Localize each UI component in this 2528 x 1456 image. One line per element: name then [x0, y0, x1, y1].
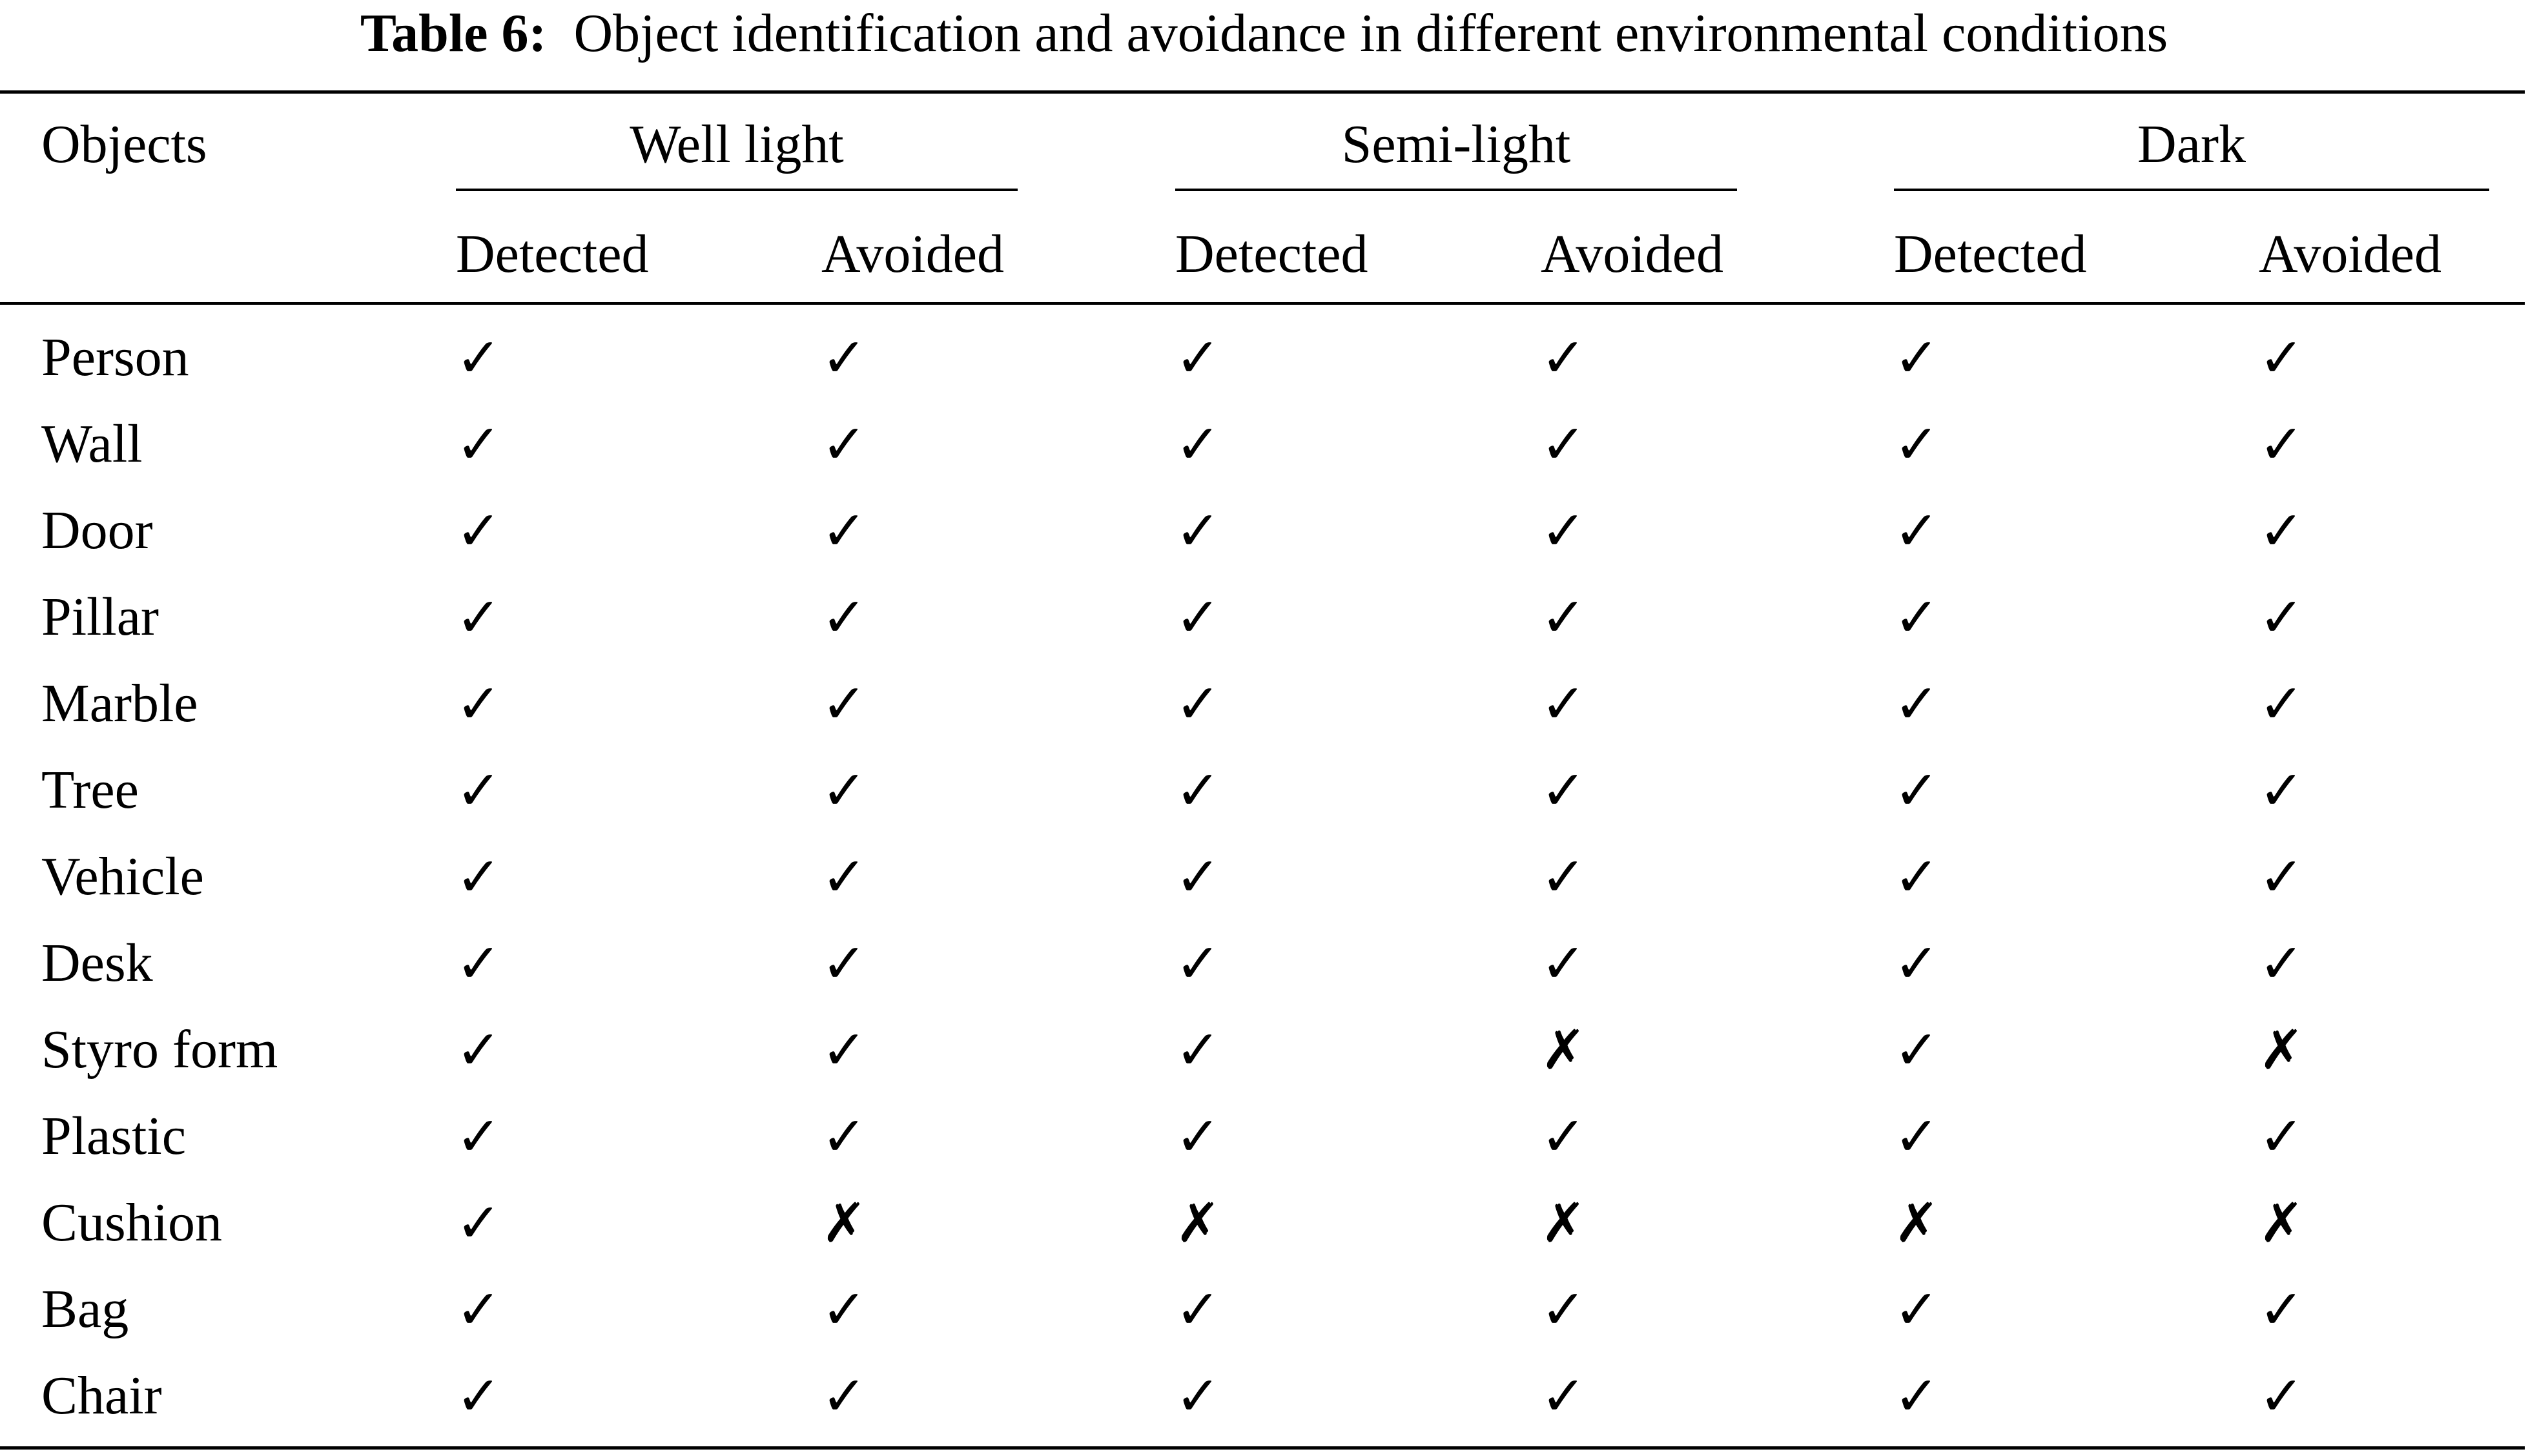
check-mark-icon-dark-avoided: ✓	[2259, 1278, 2305, 1341]
check-mark-icon-dark-detected: ✓	[1894, 845, 1940, 908]
row-object-label: Bag	[41, 1279, 129, 1339]
check-mark-icon-dark-avoided: ✓	[2259, 586, 2305, 649]
check-mark-icon-semi-light-avoided: ✓	[1541, 499, 1587, 562]
check-mark-icon-well-light-avoided: ✓	[821, 1018, 867, 1082]
check-mark-icon-well-light-detected: ✓	[456, 932, 502, 995]
check-mark-icon-well-light-avoided: ✓	[821, 586, 867, 649]
check-mark-icon-dark-avoided: ✓	[2259, 1364, 2305, 1428]
check-mark-icon-semi-light-detected: ✓	[1175, 845, 1221, 908]
check-mark-icon-semi-light-detected: ✓	[1175, 1364, 1221, 1428]
header-avoided-semi-light: Avoided	[1541, 224, 1724, 284]
header-group-rule-well-light	[456, 189, 1018, 191]
check-mark-icon-semi-light-avoided: ✓	[1541, 1105, 1587, 1168]
check-mark-icon-semi-light-avoided: ✓	[1541, 586, 1587, 649]
check-mark-icon-dark-detected: ✓	[1894, 759, 1940, 822]
cross-mark-icon-dark-detected: ✗	[1894, 1191, 1940, 1255]
check-mark-icon-well-light-avoided: ✓	[821, 759, 867, 822]
check-mark-icon-well-light-avoided: ✓	[821, 1364, 867, 1428]
check-mark-icon-dark-avoided: ✓	[2259, 759, 2305, 822]
cross-mark-icon-semi-light-avoided: ✗	[1541, 1018, 1587, 1082]
check-mark-icon-dark-detected: ✓	[1894, 1018, 1940, 1082]
check-mark-icon-semi-light-detected: ✓	[1175, 1105, 1221, 1168]
check-mark-icon-well-light-avoided: ✓	[821, 845, 867, 908]
row-object-label: Styro form	[41, 1020, 278, 1080]
check-mark-icon-dark-avoided: ✓	[2259, 672, 2305, 735]
check-mark-icon-semi-light-detected: ✓	[1175, 499, 1221, 562]
header-avoided-well-light: Avoided	[821, 224, 1005, 284]
check-mark-icon-dark-avoided: ✓	[2259, 413, 2305, 476]
check-mark-icon-dark-detected: ✓	[1894, 586, 1940, 649]
row-object-label: Desk	[41, 933, 153, 993]
header-detected-dark: Detected	[1894, 224, 2087, 284]
check-mark-icon-dark-detected: ✓	[1894, 1105, 1940, 1168]
cross-mark-icon-dark-avoided: ✗	[2259, 1018, 2305, 1082]
row-object-label: Tree	[41, 760, 139, 820]
cross-mark-icon-semi-light-detected: ✗	[1175, 1191, 1221, 1255]
row-object-label: Cushion	[41, 1193, 223, 1253]
row-object-label: Pillar	[41, 587, 159, 647]
check-mark-icon-well-light-detected: ✓	[456, 1018, 502, 1082]
check-mark-icon-well-light-detected: ✓	[456, 586, 502, 649]
header-group-semi-light: Semi-light	[1341, 114, 1571, 174]
check-mark-icon-semi-light-avoided: ✓	[1541, 845, 1587, 908]
check-mark-icon-semi-light-detected: ✓	[1175, 413, 1221, 476]
table-bottom-rule	[0, 1446, 2525, 1450]
check-mark-icon-dark-avoided: ✓	[2259, 845, 2305, 908]
check-mark-icon-well-light-avoided: ✓	[821, 1105, 867, 1168]
row-object-label: Plastic	[41, 1106, 186, 1166]
check-mark-icon-semi-light-avoided: ✓	[1541, 1278, 1587, 1341]
table-caption-text: Object identification and avoidance in different environmental conditions	[573, 3, 2168, 63]
check-mark-icon-semi-light-avoided: ✓	[1541, 1364, 1587, 1428]
check-mark-icon-semi-light-detected: ✓	[1175, 586, 1221, 649]
check-mark-icon-semi-light-avoided: ✓	[1541, 759, 1587, 822]
check-mark-icon-dark-detected: ✓	[1894, 326, 1940, 389]
row-object-label: Marble	[41, 673, 198, 733]
row-object-label: Wall	[41, 414, 143, 474]
check-mark-icon-well-light-avoided: ✓	[821, 326, 867, 389]
check-mark-icon-well-light-detected: ✓	[456, 1191, 502, 1255]
row-object-label: Person	[41, 327, 189, 387]
check-mark-icon-semi-light-avoided: ✓	[1541, 672, 1587, 735]
check-mark-icon-dark-detected: ✓	[1894, 1364, 1940, 1428]
check-mark-icon-well-light-detected: ✓	[456, 413, 502, 476]
check-mark-icon-well-light-detected: ✓	[456, 326, 502, 389]
check-mark-icon-dark-detected: ✓	[1894, 932, 1940, 995]
check-mark-icon-well-light-detected: ✓	[456, 1105, 502, 1168]
table-caption	[0, 3, 2528, 65]
header-group-rule-semi-light	[1175, 189, 1737, 191]
check-mark-icon-dark-avoided: ✓	[2259, 932, 2305, 995]
row-object-label: Vehicle	[41, 846, 204, 907]
header-avoided-dark: Avoided	[2259, 224, 2442, 284]
check-mark-icon-semi-light-detected: ✓	[1175, 1278, 1221, 1341]
check-mark-icon-well-light-avoided: ✓	[821, 413, 867, 476]
check-mark-icon-dark-detected: ✓	[1894, 672, 1940, 735]
check-mark-icon-dark-detected: ✓	[1894, 413, 1940, 476]
table-caption-label: Table 6:	[360, 3, 547, 63]
row-object-label: Door	[41, 500, 153, 560]
check-mark-icon-dark-avoided: ✓	[2259, 326, 2305, 389]
check-mark-icon-semi-light-detected: ✓	[1175, 672, 1221, 735]
check-mark-icon-semi-light-detected: ✓	[1175, 326, 1221, 389]
header-bottom-rule	[0, 302, 2525, 305]
check-mark-icon-well-light-detected: ✓	[456, 759, 502, 822]
header-group-well-light: Well light	[630, 114, 844, 174]
check-mark-icon-well-light-avoided: ✓	[821, 499, 867, 562]
header-detected-semi-light: Detected	[1175, 224, 1368, 284]
check-mark-icon-well-light-detected: ✓	[456, 499, 502, 562]
cross-mark-icon-semi-light-avoided: ✗	[1541, 1191, 1587, 1255]
check-mark-icon-semi-light-detected: ✓	[1175, 759, 1221, 822]
check-mark-icon-well-light-avoided: ✓	[821, 672, 867, 735]
check-mark-icon-well-light-avoided: ✓	[821, 932, 867, 995]
header-group-rule-dark	[1894, 189, 2489, 191]
check-mark-icon-dark-detected: ✓	[1894, 499, 1940, 562]
check-mark-icon-semi-light-avoided: ✓	[1541, 932, 1587, 995]
row-object-label: Chair	[41, 1366, 162, 1426]
table-top-rule	[0, 90, 2525, 94]
check-mark-icon-semi-light-detected: ✓	[1175, 1018, 1221, 1082]
check-mark-icon-well-light-detected: ✓	[456, 1278, 502, 1341]
check-mark-icon-well-light-detected: ✓	[456, 672, 502, 735]
cross-mark-icon-dark-avoided: ✗	[2259, 1191, 2305, 1255]
check-mark-icon-well-light-avoided: ✓	[821, 1278, 867, 1341]
header-objects: Objects	[41, 114, 207, 174]
check-mark-icon-dark-detected: ✓	[1894, 1278, 1940, 1341]
check-mark-icon-semi-light-avoided: ✓	[1541, 413, 1587, 476]
check-mark-icon-semi-light-avoided: ✓	[1541, 326, 1587, 389]
check-mark-icon-dark-avoided: ✓	[2259, 1105, 2305, 1168]
header-group-dark: Dark	[2137, 114, 2246, 174]
check-mark-icon-well-light-detected: ✓	[456, 1364, 502, 1428]
check-mark-icon-well-light-detected: ✓	[456, 845, 502, 908]
check-mark-icon-semi-light-detected: ✓	[1175, 932, 1221, 995]
cross-mark-icon-well-light-avoided: ✗	[821, 1191, 867, 1255]
check-mark-icon-dark-avoided: ✓	[2259, 499, 2305, 562]
header-detected-well-light: Detected	[456, 224, 649, 284]
